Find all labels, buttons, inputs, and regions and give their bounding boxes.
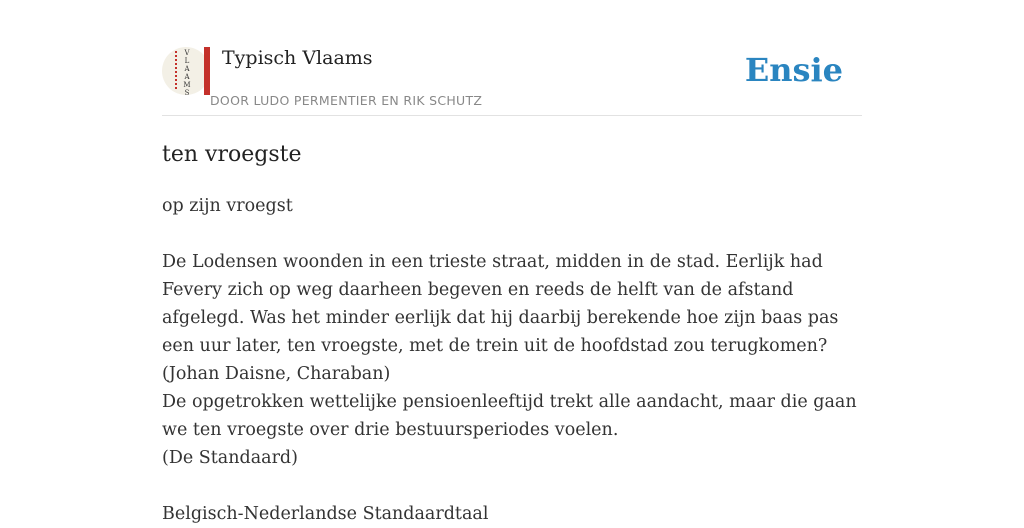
definition: op zijn vroegst: [162, 196, 293, 216]
spacer: [162, 220, 868, 248]
logo-stripe: [204, 47, 210, 95]
example-quote-2: De opgetrokken wettelijke pensioenleeftijd trekt alle aandacht, maar die gaan we ten vroegste over drie bestuursperiodes voelen.: [162, 392, 857, 440]
header: [162, 0, 862, 116]
byline: DOOR LUDO PERMENTIER EN RIK SCHUTZ: [210, 93, 483, 108]
example-quote-1: De Lodensen woonden in een trieste straat, midden in de stad. Eerlijk had Fevery zich op weg daarheen begeven en reeds de helft van de afstand afgelegd. Was het minder eerlijk dat hij daarbij berekende hoe zijn baas pas een uur later, ten vroegste, met de trein uit de hoofdstad zou terugkomen?: [162, 252, 839, 356]
entry-title: ten vroegste: [162, 142, 302, 167]
article-page: [162, 0, 862, 524]
logo-decoration: [175, 51, 180, 89]
brand-logo[interactable]: Ensie: [744, 51, 843, 89]
example-source-1: (Johan Daisne, Charaban): [162, 364, 391, 384]
category-label: Belgisch-Nederlandse Standaardtaal: [162, 504, 489, 524]
publication-logo[interactable]: [162, 47, 210, 95]
example-source-2: (De Standaard): [162, 448, 298, 468]
logo-text: V L A A M S: [183, 49, 191, 97]
entry-content: [162, 192, 868, 528]
spacer: [162, 472, 868, 500]
publication-title[interactable]: Typisch Vlaams: [222, 47, 373, 69]
